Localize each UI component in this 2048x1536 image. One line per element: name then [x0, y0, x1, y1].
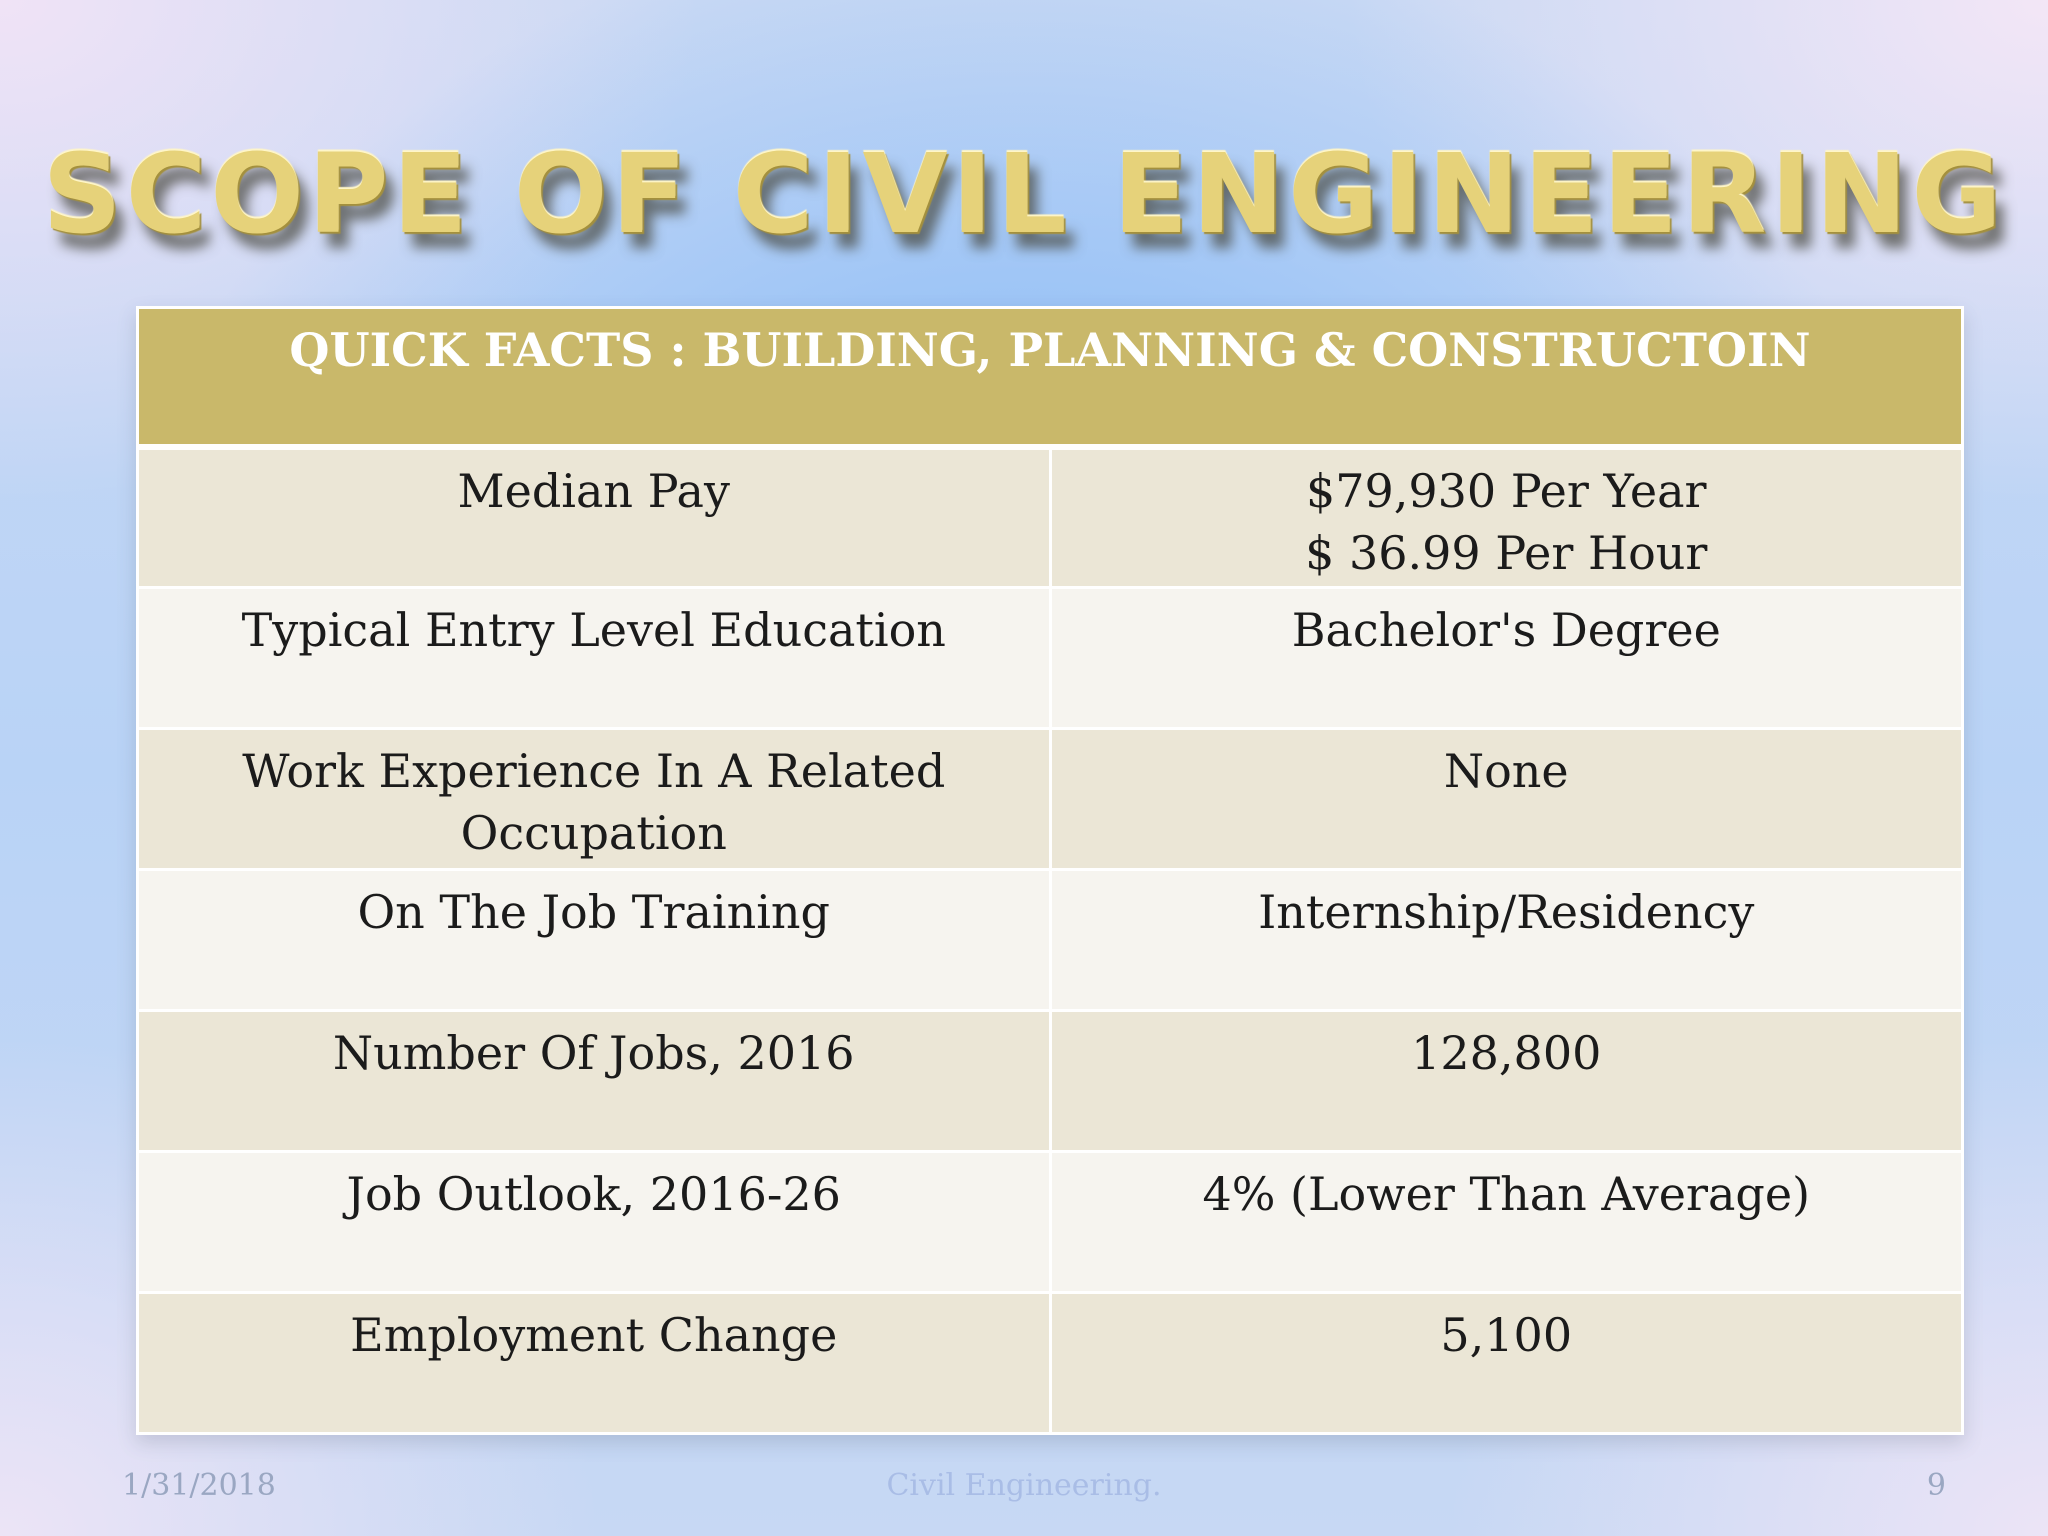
- row-value: 5,100: [1050, 1293, 1963, 1434]
- row-label: Typical Entry Level Education: [138, 588, 1051, 729]
- row-value: 128,800: [1050, 1011, 1963, 1152]
- row-value: Bachelor's Degree: [1050, 588, 1963, 729]
- quick-facts-table: [136, 306, 1964, 1435]
- table-row: [138, 1011, 1963, 1152]
- row-value: Internship/Residency: [1050, 870, 1963, 1011]
- row-value: 4% (Lower Than Average): [1050, 1152, 1963, 1293]
- row-label-line: Occupation: [460, 806, 727, 860]
- row-value-line: $ 36.99 Per Hour: [1305, 525, 1708, 580]
- row-label: Employment Change: [138, 1293, 1051, 1434]
- table-row: [138, 1152, 1963, 1293]
- slide-number: 9: [1926, 1468, 1946, 1503]
- row-label-line: Work Experience In A Related: [242, 744, 946, 798]
- slide-title: SCOPE OF CIVIL ENGINEERING: [42, 130, 2006, 258]
- row-label: [138, 729, 1051, 870]
- row-label: Job Outlook, 2016-26: [138, 1152, 1051, 1293]
- row-label: Number Of Jobs, 2016: [138, 1011, 1051, 1152]
- table-row: [138, 729, 1963, 870]
- footer-center-text: Civil Engineering.: [886, 1468, 1162, 1503]
- table-header-row: [138, 308, 1963, 447]
- table-row: [138, 870, 1963, 1011]
- row-label: On The Job Training: [138, 870, 1051, 1011]
- table-header: QUICK FACTS : BUILDING, PLANNING & CONSTRUCTOIN: [138, 308, 1963, 447]
- table-row: [138, 588, 1963, 729]
- footer-date: 1/31/2018: [122, 1468, 276, 1503]
- row-value: None: [1050, 729, 1963, 870]
- table-row: [138, 447, 1963, 588]
- table-row: [138, 1293, 1963, 1434]
- row-label: Median Pay: [138, 447, 1051, 588]
- row-value-line: $79,930 Per Year: [1305, 463, 1707, 518]
- row-value: [1050, 447, 1963, 588]
